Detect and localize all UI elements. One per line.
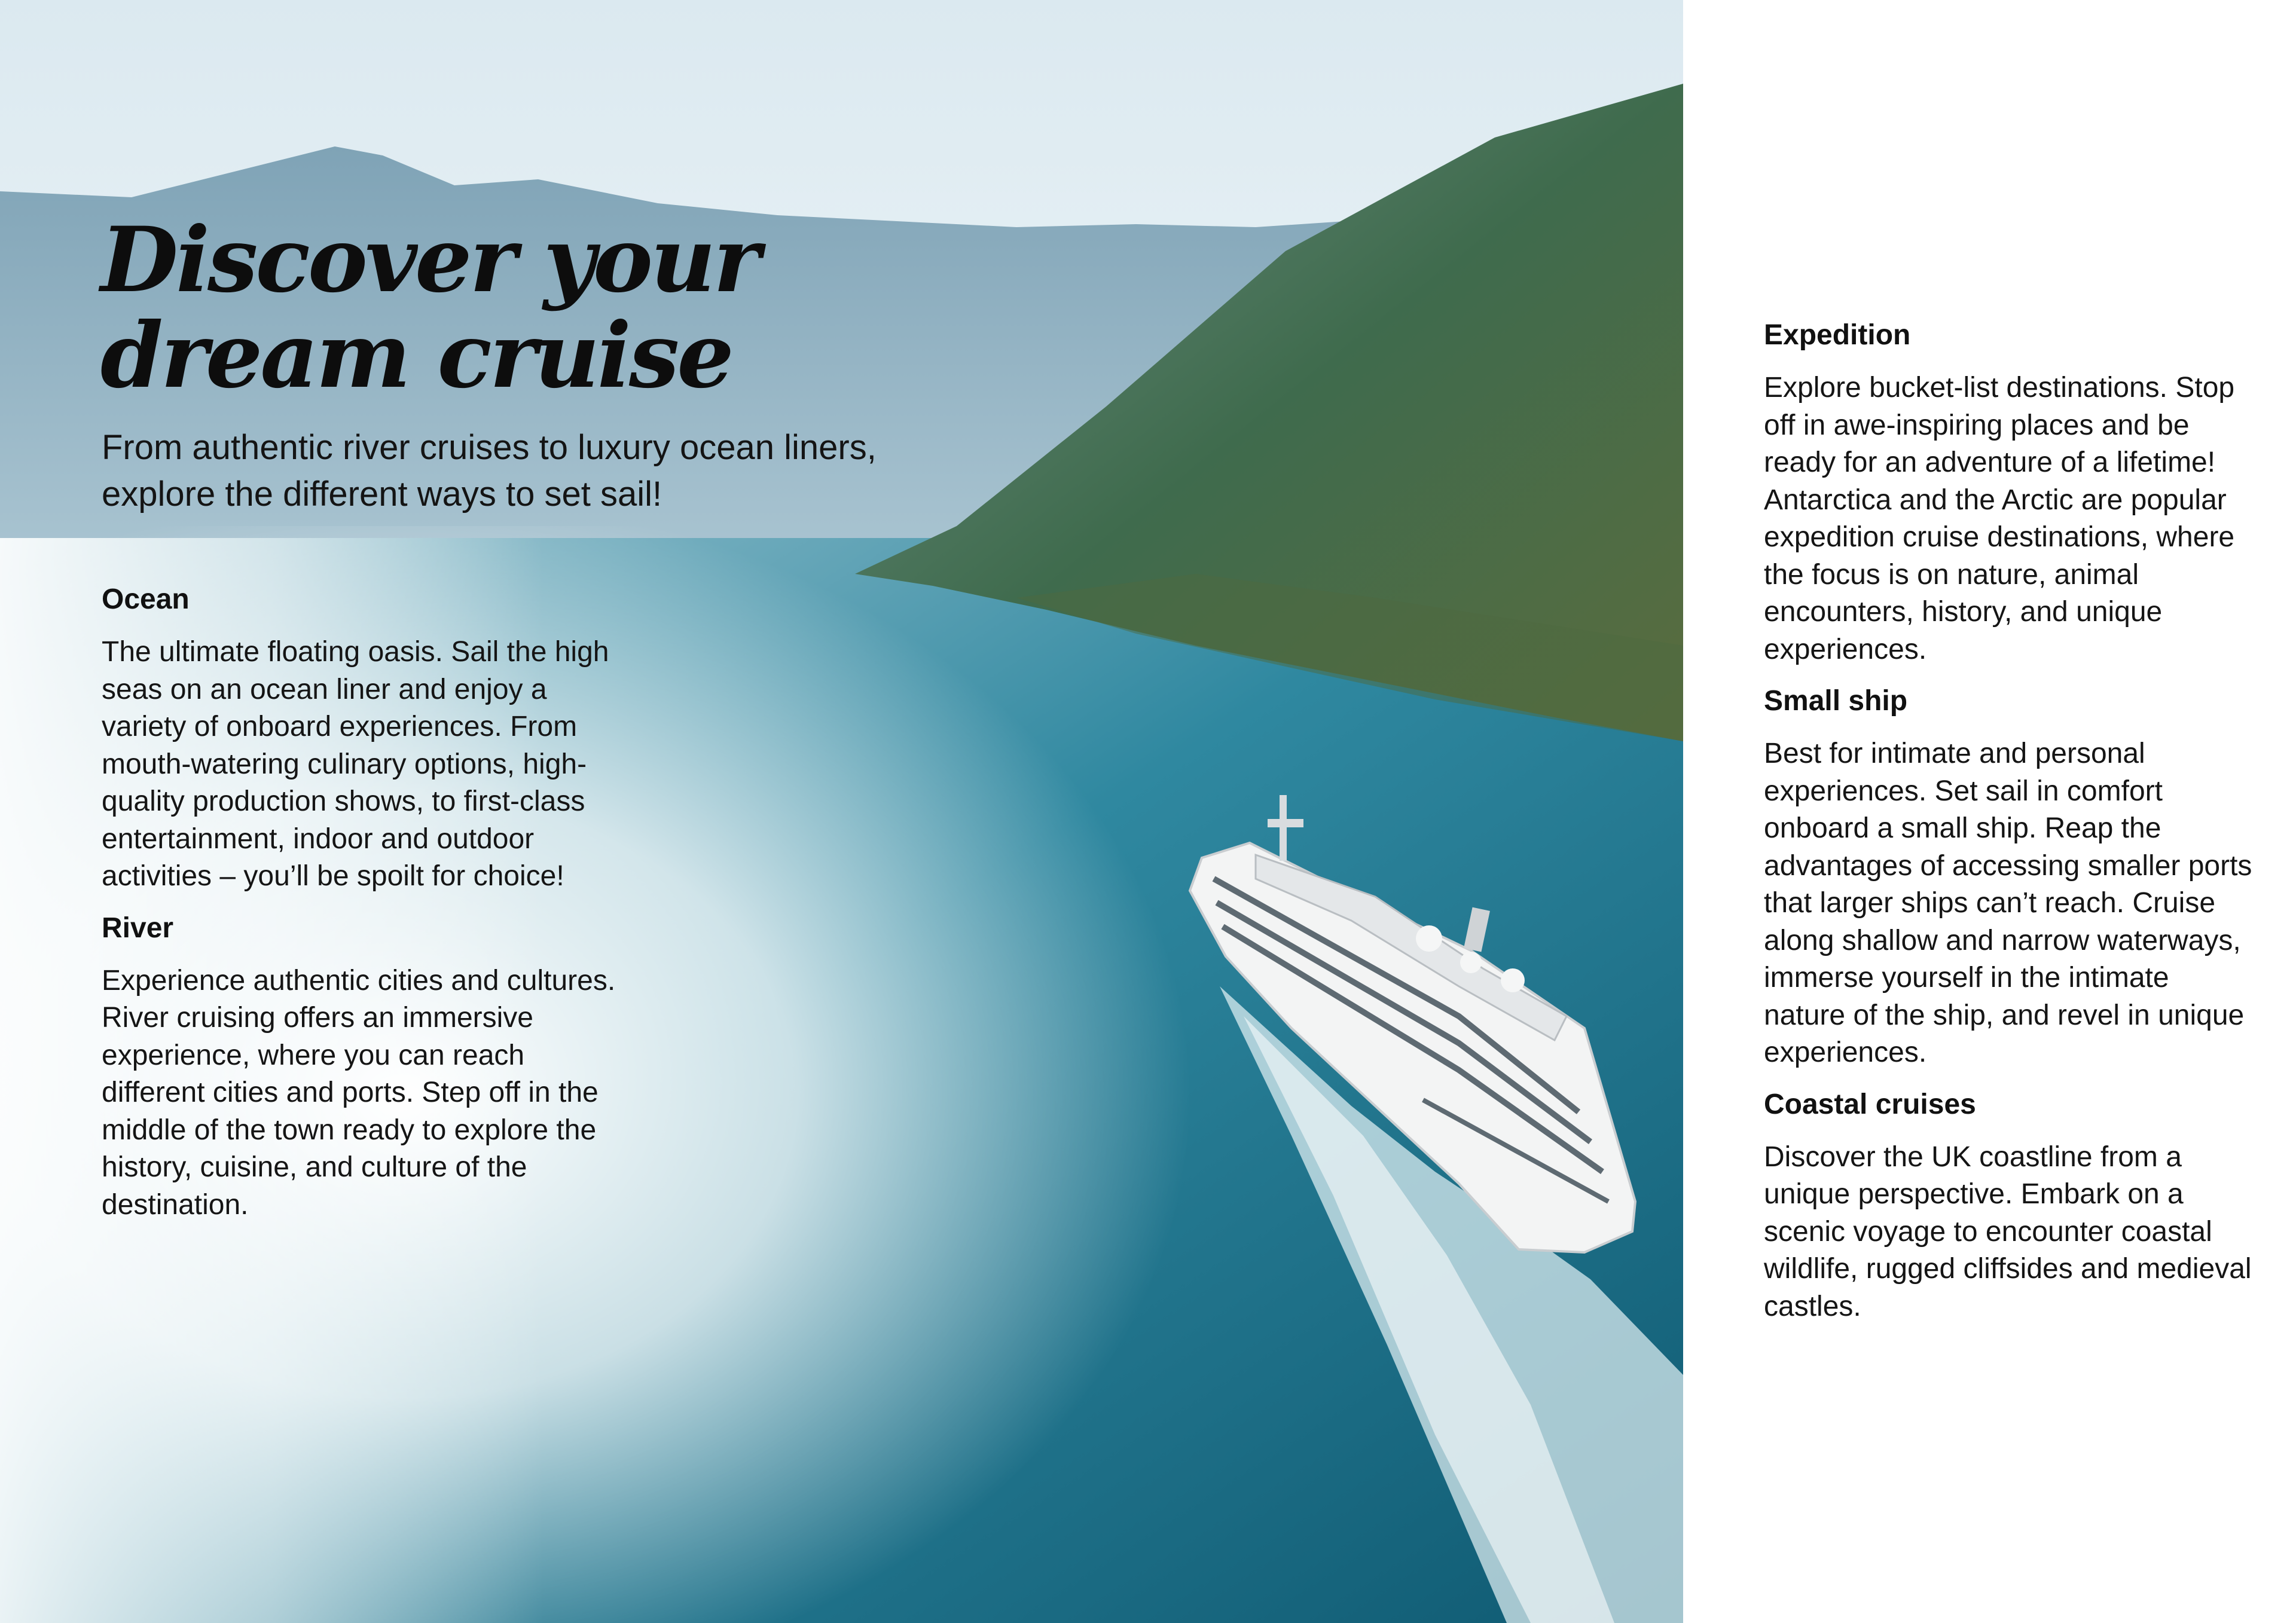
section-body-coastal-cruises: Discover the UK coastline from a unique perspective. Embark on a scenic voyage to encounter coastal wildlife, rugged cliffsides and medieval castles. (1764, 1141, 2252, 1322)
right-column (1764, 316, 2254, 1325)
section-body-ocean: The ultimate floating oasis. Sail the high seas on an ocean liner and enjoy a variety of onboard experiences. From mouth-watering culinary options, high-quality production shows, to first-class entertainment, indoor and outdoor activities – you’ll be spoilt for choice! (102, 636, 609, 892)
section-river (102, 909, 616, 1224)
left-column (102, 580, 616, 1224)
intro-text: From authentic river cruises to luxury ocean liners, explore the different ways to set sail! (102, 428, 877, 514)
page-title (100, 207, 878, 408)
section-title-ocean: Ocean (102, 583, 190, 615)
page-title-line-2: dream cruise (100, 303, 732, 408)
section-coastal-cruises (1764, 1085, 2254, 1326)
section-ocean (102, 580, 616, 895)
section-body-expedition: Explore bucket-list destinations. Stop off in awe-inspiring places and be ready for an adventure of a lifetime! Antarctica and the Arctic are popular expedition cruise destinations, where the focus is on nature, animal encounters, history, and unique experiences. (1764, 372, 2235, 665)
section-body-river: Experience authentic cities and cultures. River cruising offers an immersive experience, where you can reach different cities and ports. Step off in the middle of the town ready to explore the history, cuisine, and culture of the destination. (102, 964, 616, 1221)
section-expedition (1764, 316, 2254, 668)
section-small-ship (1764, 681, 2254, 1072)
section-title-river: River (102, 912, 174, 944)
section-title-expedition: Expedition (1764, 319, 1911, 351)
section-title-small-ship: Small ship (1764, 685, 1908, 717)
page-title-line-1: Discover your (100, 207, 759, 313)
section-title-coastal-cruises: Coastal cruises (1764, 1088, 1976, 1120)
section-body-small-ship: Best for intimate and personal experiences. Set sail in comfort onboard a small ship. Reap the advantages of accessing smaller ports that larger ships can’t reach. Cruise along shallow and narrow waterways, immerse yourself in the intimate nature of the ship, and revel in unique experiences. (1764, 738, 2252, 1068)
